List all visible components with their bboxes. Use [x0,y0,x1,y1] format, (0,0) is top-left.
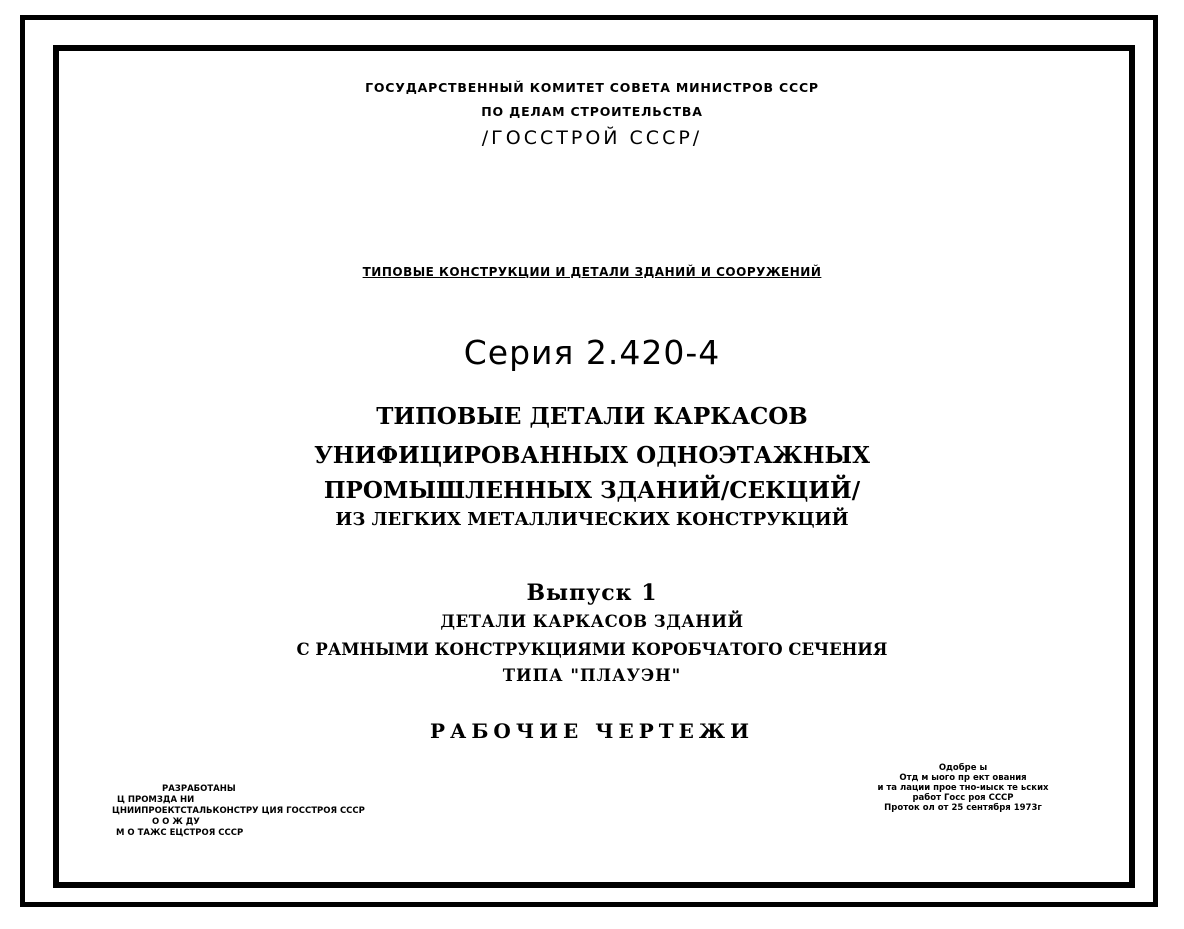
approved-line: работ Госс роя СССР [912,793,1014,803]
developed-by-line: О О Ж ДУ [152,817,200,827]
developed-by-line: ЦНИИПРОЕКТСТАЛЬКОНСТРУ ЦИЯ ГОССТРОЯ СССР [112,806,365,816]
approved-line: Отд м ыого пр ект ования [899,773,1027,783]
typical-constructions-line: ТИПОВЫЕ КОНСТРУКЦИИ И ДЕТАЛИ ЗДАНИЙ И СООРУЖЕНИЙ [362,265,822,279]
agency-line-2: ПО ДЕЛАМ СТРОИТЕЛЬСТВА [481,104,703,119]
working-drawings-label: РАБОЧИЕ ЧЕРТЕЖИ [429,719,754,743]
agency-line-3: /ГОССТРОЙ СССР/ [481,127,703,149]
approved-line: Проток ол от 25 сентября 1973г [884,803,1042,813]
issue-number: Выпуск 1 [526,580,658,606]
title-line-4: ИЗ ЛЕГКИХ МЕТАЛЛИЧЕСКИХ КОНСТРУКЦИЙ [335,509,849,530]
approved-line: Одобре ы [938,763,988,773]
issue-desc-line-3: ТИПА "ПЛАУЭН" [502,666,682,685]
approved-block [818,763,1108,813]
series-number: Серия 2.420-4 [463,333,721,372]
title-line-3: ПРОМЫШЛЕННЫХ ЗДАНИЙ/СЕКЦИЙ/ [323,477,861,504]
issue-desc-line-2: С РАМНЫМИ КОНСТРУКЦИЯМИ КОРОБЧАТОГО СЕЧЕНИЯ [296,640,888,659]
developed-by-heading: РАЗРАБОТАНЫ [162,784,236,794]
title-line-1: ТИПОВЫЕ ДЕТАЛИ КАРКАСОВ [376,403,808,430]
approved-line: и та лации прое тно-иыск те ьскиx [877,783,1049,793]
developed-by-line: Ц ПРОМЗДА НИ [117,795,195,805]
developed-by-block [112,784,392,839]
developed-by-line: М О ТАЖС ЕЦСТРОЯ СССР [116,828,244,838]
title-line-2: УНИФИЦИРОВАННЫХ ОДНОЭТАЖНЫХ [314,442,870,469]
issue-desc-line-1: ДЕТАЛИ КАРКАСОВ ЗДАНИЙ [440,612,744,631]
agency-line-1: ГОСУДАРСТВЕННЫЙ КОМИТЕТ СОВЕТА МИНИСТРОВ СССР [365,80,819,95]
